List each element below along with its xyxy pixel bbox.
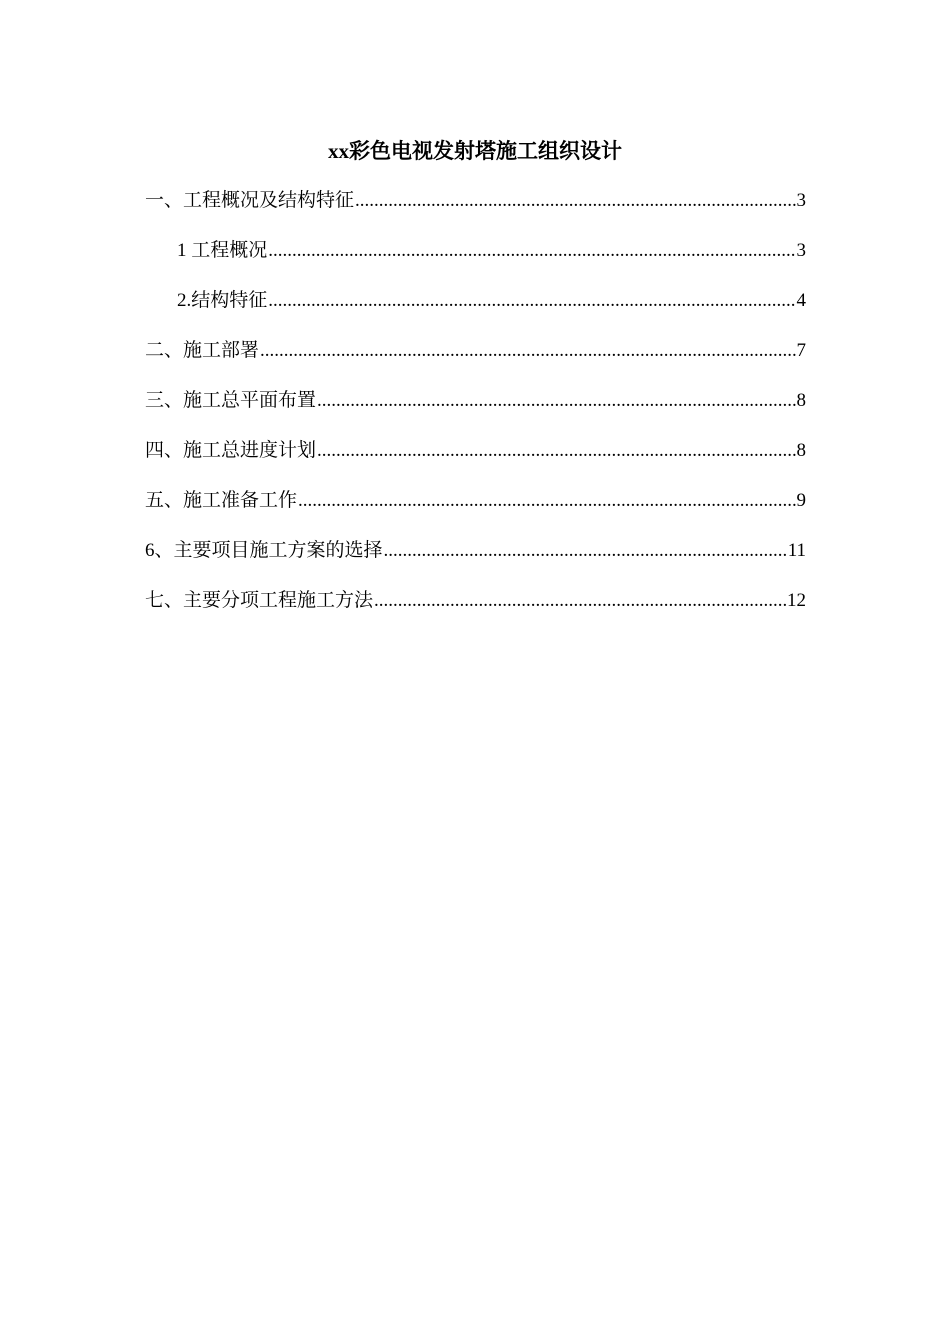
document-title: xx彩色电视发射塔施工组织设计 <box>328 139 622 163</box>
toc-page-number: 8 <box>796 390 806 411</box>
toc-entry-1-2[interactable] <box>145 286 806 336</box>
toc-page-number: 11 <box>787 540 806 561</box>
toc-dot-leader <box>384 536 787 566</box>
toc-dot-leader <box>317 436 795 466</box>
toc-dot-leader <box>298 486 795 516</box>
toc-page-number: 12 <box>787 590 806 611</box>
toc-page-number: 4 <box>796 290 806 311</box>
toc-entry-label: 二、施工部署 <box>145 340 260 361</box>
toc-page-number: 8 <box>796 440 806 461</box>
toc-entry-label: 6、主要项目施工方案的选择 <box>145 540 383 561</box>
toc-page-number: 9 <box>796 490 806 511</box>
toc-entry-label: 三、施工总平面布置 <box>145 390 317 411</box>
toc-entry-4[interactable] <box>145 436 806 486</box>
toc-dot-leader <box>317 386 795 416</box>
toc-dot-leader <box>355 186 795 216</box>
toc-dot-leader <box>374 586 786 616</box>
toc-entry-7[interactable] <box>145 586 806 636</box>
toc-page-number: 3 <box>796 240 806 261</box>
toc-dot-leader <box>268 236 795 266</box>
toc-entry-5[interactable] <box>145 486 806 536</box>
toc-entry-1[interactable] <box>145 186 806 236</box>
toc-entry-1-1[interactable] <box>145 236 806 286</box>
toc-entry-label: 四、施工总进度计划 <box>145 440 317 461</box>
toc-entry-3[interactable] <box>145 386 806 436</box>
toc-entry-label: 一、工程概况及结构特征 <box>145 190 355 211</box>
toc-entry-label: 1 工程概况 <box>177 240 268 261</box>
toc-entry-2[interactable] <box>145 336 806 386</box>
toc-entry-label: 2.结构特征 <box>177 290 268 311</box>
toc-page-number: 3 <box>796 190 806 211</box>
toc-page-number: 7 <box>796 340 806 361</box>
toc-entry-6[interactable] <box>145 536 806 586</box>
toc-dot-leader <box>260 336 795 366</box>
table-of-contents <box>145 186 806 636</box>
toc-entry-label: 七、主要分项工程施工方法 <box>145 590 374 611</box>
toc-dot-leader <box>268 286 795 316</box>
toc-entry-label: 五、施工准备工作 <box>145 490 298 511</box>
